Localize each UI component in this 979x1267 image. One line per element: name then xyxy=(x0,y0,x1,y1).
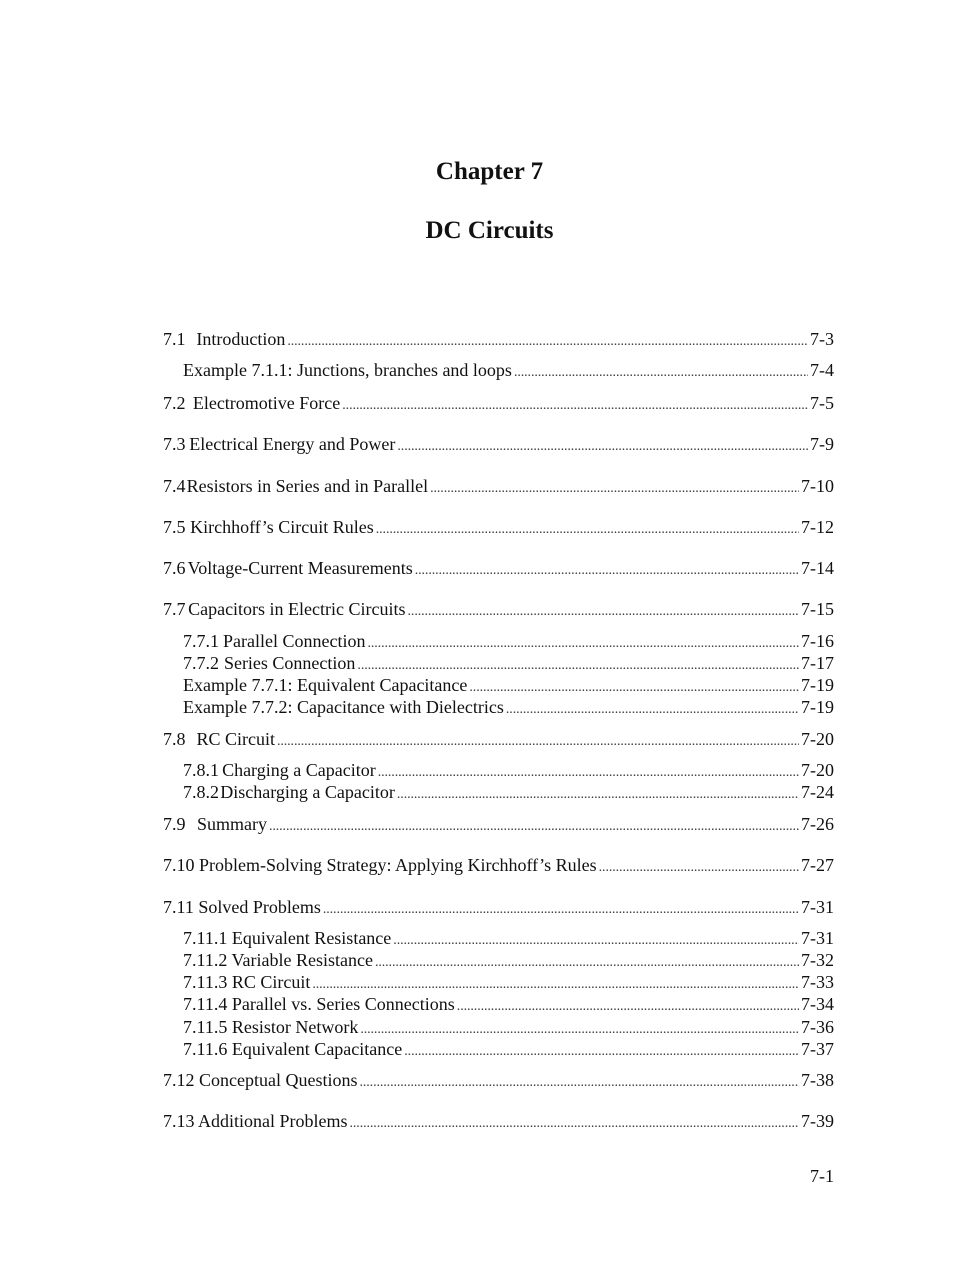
toc-entry-title: 7.11.6 Equivalent Capacitance xyxy=(183,1039,403,1059)
toc-leader-dots xyxy=(323,896,799,921)
toc-entry-page: 7-16 xyxy=(801,631,834,651)
toc-entry[interactable] xyxy=(163,1038,834,1060)
toc-entry-title: Voltage-Current Measurements xyxy=(187,558,413,578)
toc-entry-title: Parallel Connection xyxy=(223,631,366,651)
page-number: 7-1 xyxy=(810,1166,834,1186)
toc-entry-page: 7-3 xyxy=(810,329,834,349)
toc-entry-number: 7.3 xyxy=(163,434,186,454)
toc-leader-dots xyxy=(342,392,808,417)
toc-entry[interactable] xyxy=(163,813,834,835)
toc-entry-page: 7-38 xyxy=(801,1070,834,1090)
toc-entry[interactable] xyxy=(163,759,834,781)
toc-entry[interactable] xyxy=(163,433,834,455)
toc-entry[interactable] xyxy=(163,949,834,971)
toc-entry[interactable] xyxy=(163,854,834,876)
toc-entry[interactable] xyxy=(163,1110,834,1132)
toc-entry-title: Example 7.7.1: Equivalent Capacitance xyxy=(183,675,468,695)
toc-entry-page: 7-24 xyxy=(801,782,834,802)
toc-entry-title: Series Connection xyxy=(223,653,356,673)
toc-entry-title: Resistors in Series and in Parallel xyxy=(186,476,429,496)
toc-entry[interactable] xyxy=(163,927,834,949)
toc-entry-page: 7-19 xyxy=(801,675,834,695)
toc-entry-number: 7.7 xyxy=(163,599,186,619)
toc-entry-page: 7-37 xyxy=(801,1039,834,1059)
toc-leader-dots xyxy=(397,433,808,458)
toc-entry-title: Introduction xyxy=(196,329,286,349)
toc-entry-title: Example 7.7.2: Capacitance with Dielectrics xyxy=(183,697,504,717)
toc-entry[interactable] xyxy=(163,1016,834,1038)
toc-entry-number: 7.7.2 xyxy=(183,653,219,673)
toc-entry[interactable] xyxy=(163,516,834,538)
toc-entry[interactable] xyxy=(163,557,834,579)
toc-entry-title: 7.11.4 Parallel vs. Series Connections xyxy=(183,994,455,1014)
toc-entry-title: 7.11.3 RC Circuit xyxy=(183,972,311,992)
toc-leader-dots xyxy=(408,598,799,623)
toc-entry-page: 7-10 xyxy=(801,476,834,496)
toc-entry[interactable] xyxy=(163,652,834,674)
toc-entry[interactable] xyxy=(163,896,834,918)
toc-entry-number: 7.5 xyxy=(163,517,186,537)
toc-entry[interactable] xyxy=(163,328,834,350)
toc-entry-number: 7.8.1 xyxy=(183,760,219,780)
toc-entry-title: 7.12 Conceptual Questions xyxy=(163,1070,358,1090)
toc-entry[interactable] xyxy=(163,392,834,414)
toc-entry-page: 7-5 xyxy=(810,393,834,413)
toc-entry[interactable] xyxy=(163,475,834,497)
toc-leader-dots xyxy=(506,696,799,721)
toc-entry-number: 7.4 xyxy=(163,476,186,496)
toc-leader-dots xyxy=(359,1069,799,1094)
toc-entry-number: 7.8 xyxy=(163,729,186,749)
toc-entry-page: 7-31 xyxy=(801,897,834,917)
toc-entry-title: 7.11 Solved Problems xyxy=(163,897,321,917)
toc-entry[interactable] xyxy=(163,993,834,1015)
toc-entry-page: 7-34 xyxy=(801,994,834,1014)
chapter-title: DC Circuits xyxy=(425,217,554,244)
toc-leader-dots xyxy=(599,854,799,879)
toc-leader-dots xyxy=(457,993,799,1018)
toc-entry-page: 7-33 xyxy=(801,972,834,992)
toc-entry[interactable] xyxy=(163,728,834,750)
toc-entry-page: 7-4 xyxy=(810,360,834,380)
toc-entry-title: 7.11.5 Resistor Network xyxy=(183,1017,359,1037)
chapter-label: Chapter 7 xyxy=(435,158,544,185)
toc-entry-page: 7-20 xyxy=(801,760,834,780)
toc-leader-dots xyxy=(269,813,799,838)
toc-entry-title: 7.13 Additional Problems xyxy=(163,1111,348,1131)
toc-entry-page: 7-9 xyxy=(810,434,834,454)
toc-entry[interactable] xyxy=(163,696,834,718)
toc-entry[interactable] xyxy=(163,630,834,652)
toc-entry-page: 7-36 xyxy=(801,1017,834,1037)
toc-entry-page: 7-31 xyxy=(801,928,834,948)
toc-leader-dots xyxy=(415,557,799,582)
toc-entry[interactable] xyxy=(163,598,834,620)
toc-entry[interactable] xyxy=(163,1069,834,1091)
toc-entry-title: Example 7.1.1: Junctions, branches and loops xyxy=(183,360,512,380)
toc-entry-page: 7-39 xyxy=(801,1111,834,1131)
toc-entry-page: 7-20 xyxy=(801,729,834,749)
toc-entry-title: Electrical Energy and Power xyxy=(189,434,396,454)
toc-entry-title: 7.11.1 Equivalent Resistance xyxy=(183,928,392,948)
toc-leader-dots xyxy=(404,1038,799,1063)
toc-entry-title: Charging a Capacitor xyxy=(222,760,376,780)
toc-entry-page: 7-32 xyxy=(801,950,834,970)
toc-entry[interactable] xyxy=(163,359,834,381)
toc-entry-number: 7.7.1 xyxy=(183,631,219,651)
toc-entry-title: 7.11.2 Variable Resistance xyxy=(183,950,373,970)
toc-leader-dots xyxy=(514,359,808,384)
toc-entry[interactable] xyxy=(163,971,834,993)
toc-leader-dots xyxy=(287,328,808,353)
toc-entry-title: 7.10 Problem-Solving Strategy: Applying Kirchhoff’s Rules xyxy=(163,855,597,875)
toc-entry-title: Capacitors in Electric Circuits xyxy=(188,599,406,619)
toc-entry-page: 7-26 xyxy=(801,814,834,834)
toc-entry-title: Kirchhoff’s Circuit Rules xyxy=(190,517,374,537)
toc-leader-dots xyxy=(376,516,799,541)
toc-entry-page: 7-27 xyxy=(801,855,834,875)
toc-leader-dots xyxy=(277,728,799,753)
toc-entry-number: 7.2 xyxy=(163,393,186,413)
toc-entry-number: 7.6 xyxy=(163,558,186,578)
toc-entry-page: 7-17 xyxy=(801,653,834,673)
toc-entry-title: RC Circuit xyxy=(196,729,275,749)
toc-entry-title: Discharging a Capacitor xyxy=(220,782,395,802)
toc-leader-dots xyxy=(350,1110,800,1135)
toc-entry-title: Electromotive Force xyxy=(192,393,341,413)
toc-entry-number: 7.9 xyxy=(163,814,186,834)
toc-entry-page: 7-12 xyxy=(801,517,834,537)
toc-entry-page: 7-14 xyxy=(801,558,834,578)
toc-entry-number: 7.8.2 xyxy=(183,782,219,802)
toc-entry-page: 7-19 xyxy=(801,697,834,717)
toc-leader-dots xyxy=(397,781,799,806)
toc-entry[interactable] xyxy=(163,781,834,803)
toc-leader-dots xyxy=(430,475,799,500)
toc-entry-page: 7-15 xyxy=(801,599,834,619)
toc-entry[interactable] xyxy=(163,674,834,696)
toc-entry-title: Summary xyxy=(196,814,267,834)
toc-entry-number: 7.1 xyxy=(163,329,186,349)
